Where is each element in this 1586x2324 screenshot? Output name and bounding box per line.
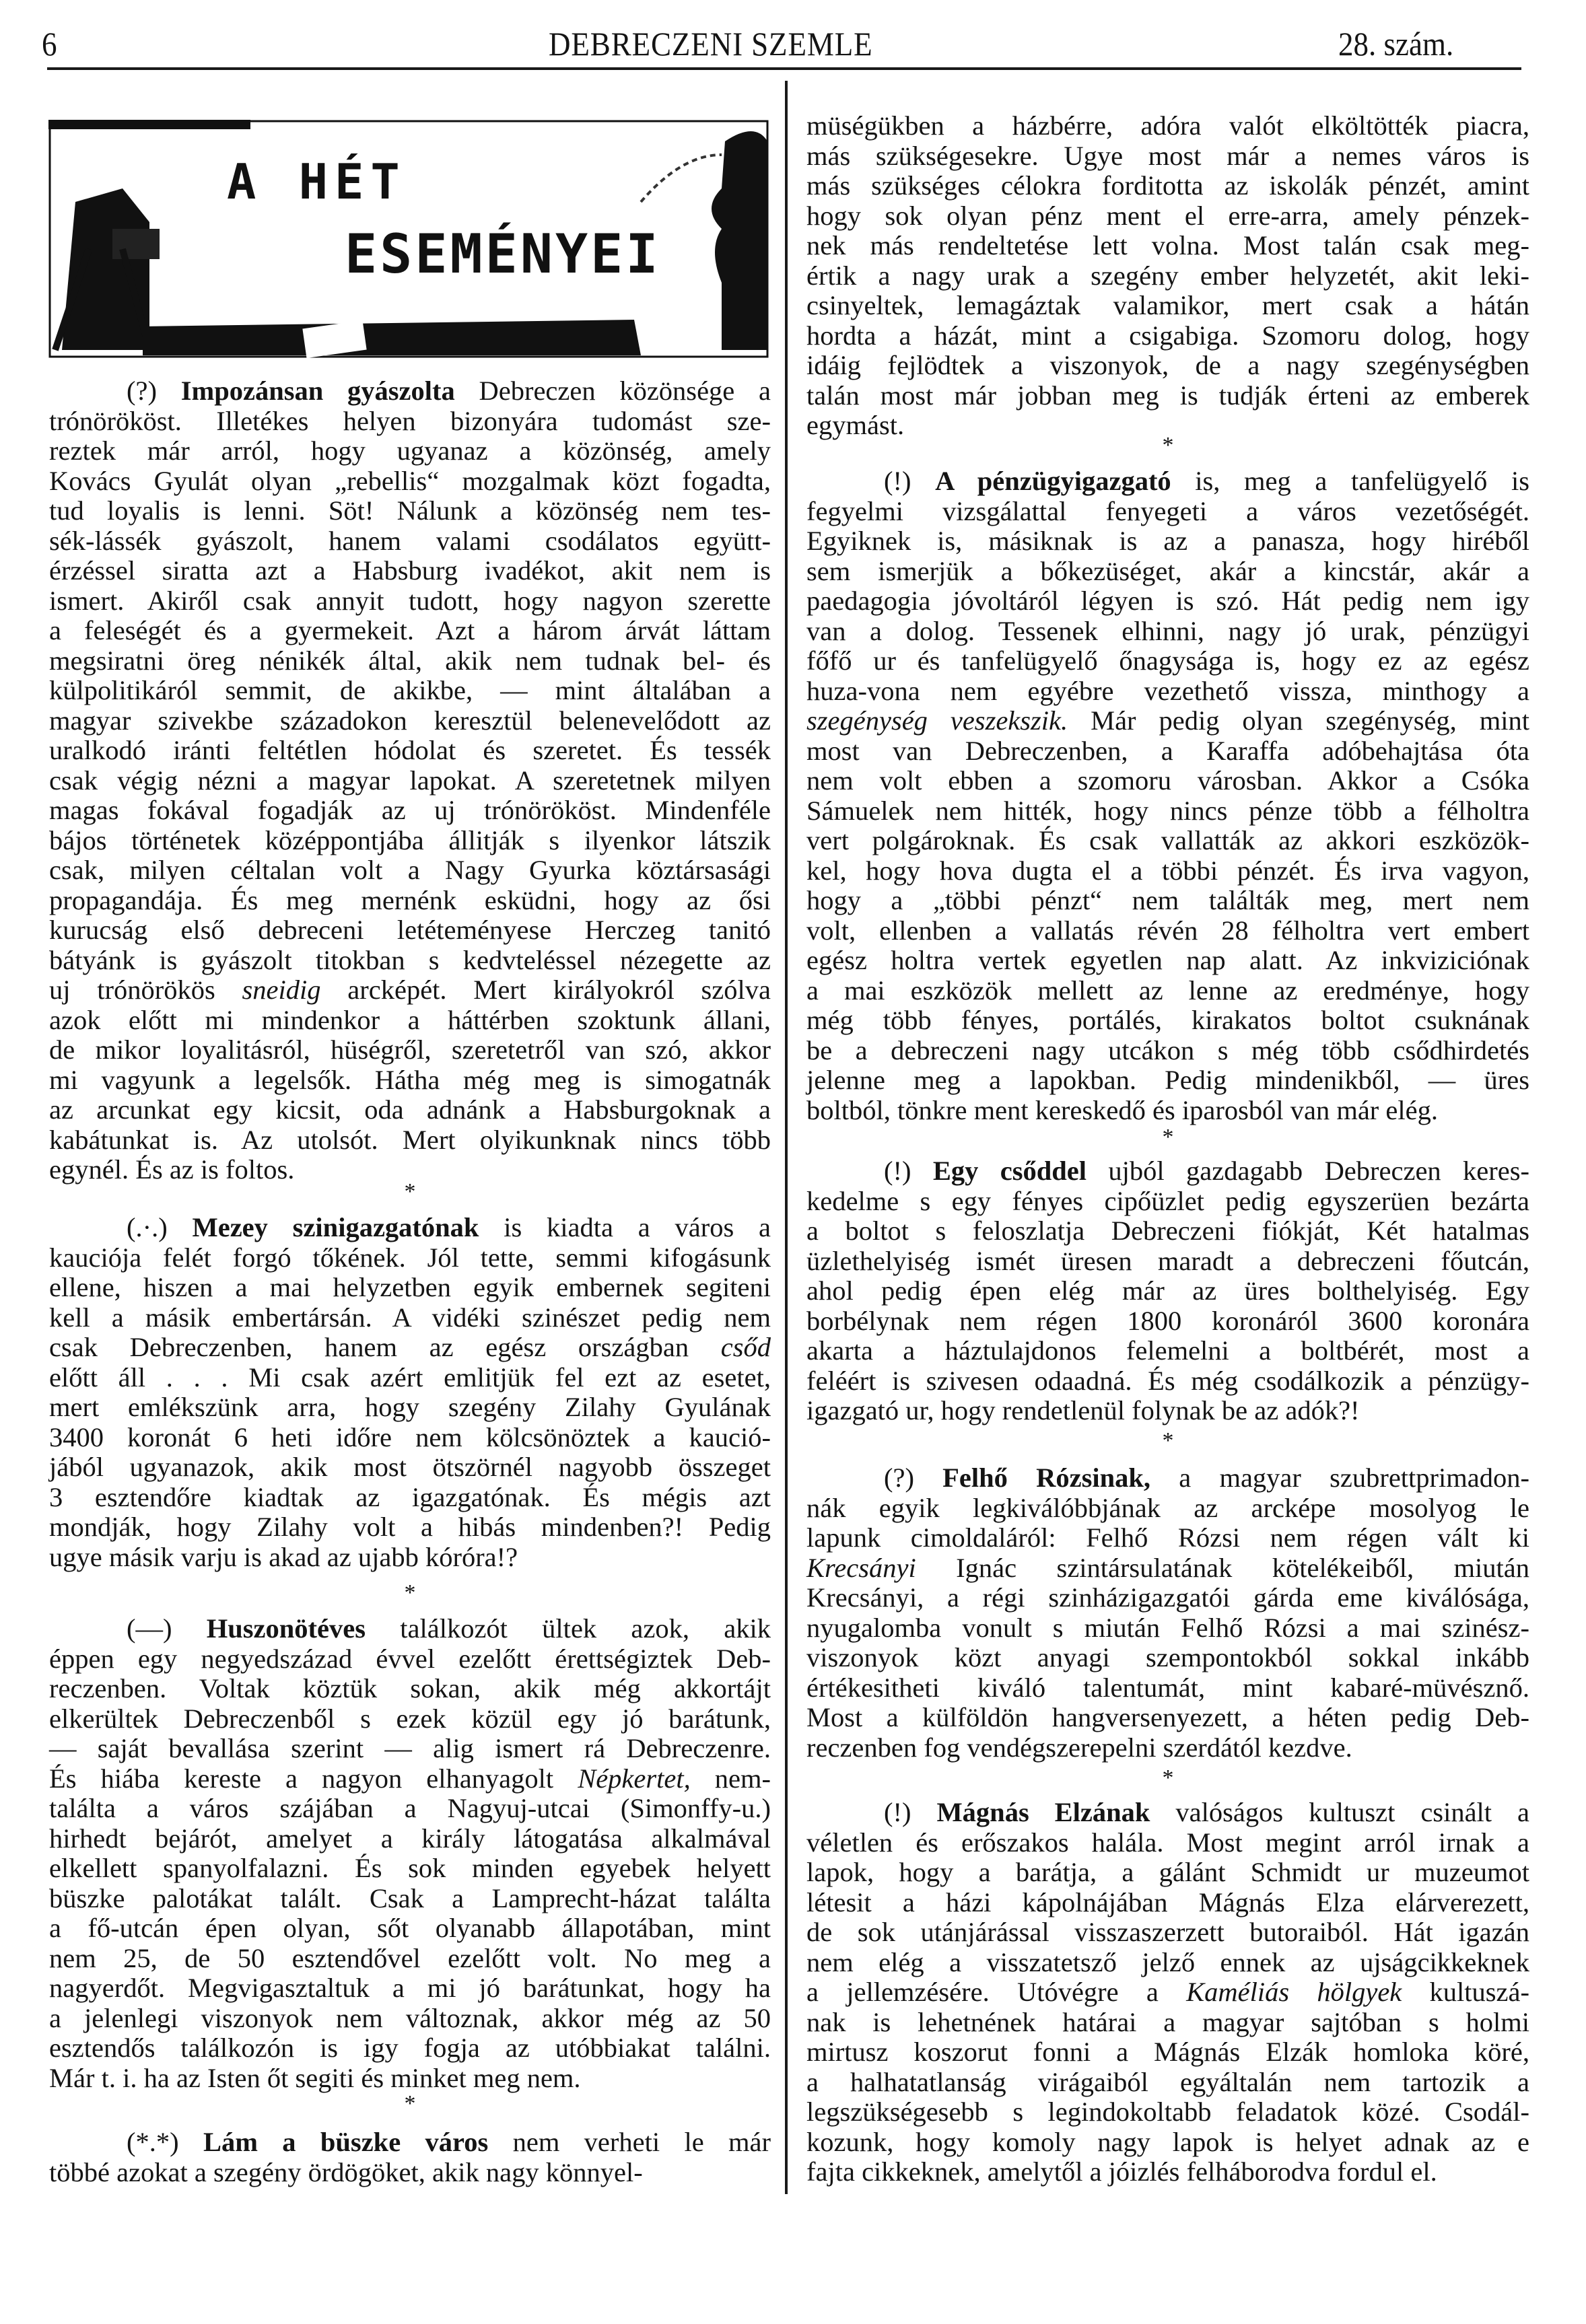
text-segment: arcképét. Mert királyokról szólva <box>320 975 771 1005</box>
text-line: fegyelmi vizsgálattal fenyegeti a város vezetőségét. <box>806 495 1529 526</box>
text-line: egynél. És az is foltos. <box>49 1154 295 1185</box>
text-line <box>49 1333 771 1363</box>
text-line: bájos történetek középpontjába állitják s ilyenkor látszik <box>49 824 771 855</box>
text-line: müségükben a házbérre, adóra valót elköltötték piacra, <box>806 110 1529 141</box>
camera-icon <box>55 188 160 350</box>
text-line: van a dolog. Tessenek elhinni, nagy jó urak, pénzügyi <box>806 615 1529 646</box>
article-paragraph <box>806 1463 1529 1763</box>
article-headline: Lám a büszke város <box>203 2127 489 2157</box>
newspaper-title: DEBRECZENI SZEMLE <box>549 25 873 63</box>
text-line: be a debreczeni nagy utcákon s még több csődhirdetés <box>806 1034 1529 1065</box>
article-paragraph <box>49 376 771 1185</box>
text-line: más szükségesekre. Ugye most már a nemes város is <box>806 140 1529 171</box>
text-line: ugye másik varju is akad az ujabb kóróra!? <box>49 1541 518 1572</box>
text-line: nem 25, de 50 esztendővel ezelőtt volt. No meg a <box>49 1942 771 1973</box>
text-line: kedelme s egy fényes cipőüzlet pedig egyszerüen bezárta <box>806 1185 1529 1216</box>
text-line: — saját bevallása szerint — alig ismert rá Debreczenre. <box>49 1733 771 1763</box>
illustration-title-line1: A HÉT <box>227 153 407 210</box>
text-segment: uj trónörökös <box>49 975 242 1005</box>
article-headline: Impozánsan gyászolta <box>180 376 455 406</box>
text-line: nyugalomba vonult s miután Felhő Rózsi a mai szinész- <box>806 1612 1529 1643</box>
article-paragraph <box>49 1213 771 1572</box>
text-segment: Már pedig olyan szegénység, mint <box>1068 705 1529 736</box>
article-headline: A pénzügyigazgató <box>935 466 1171 496</box>
text-segment: Ignác szintársulatának kötelékeiből, miután <box>916 1552 1529 1583</box>
article-headline: Mezey szinigazgatónak <box>192 1212 479 1242</box>
text-line: egész holtra vertek egyetlen nap alatt. Az inkviziciónak <box>806 945 1529 975</box>
emphasis-text: csőd <box>720 1332 771 1362</box>
text-line: Krecsányi, a régi szinházigazgatói gárda eme kiválósága, <box>806 1582 1529 1613</box>
text-line: Most a külföldön hangversenyezett, a héten pedig Deb- <box>806 1702 1529 1732</box>
text-line <box>806 466 1529 497</box>
text-line: borbélynak nem régen 1800 koronáról 3600 koronára <box>806 1305 1529 1336</box>
text-segment: nem- <box>690 1763 771 1794</box>
text-line: uralkodó iránti feltétlen hódolat és szeretet. És tessék <box>49 735 771 765</box>
text-line: akarta a háztulajdonos felemelni a boltbérét, most a <box>806 1335 1529 1366</box>
text-segment: valóságos kultuszt csinált a <box>1150 1797 1529 1827</box>
text-line: a feleségét és a gyermekeit. Azt a három árvát láttam <box>49 615 771 645</box>
text-line: viszonyok közt anyagi szempontokból sokkal inkább <box>806 1642 1529 1672</box>
text-line <box>806 1798 1529 1828</box>
text-line: más szükséges célokra forditotta az iskolák pénzét, amint <box>806 170 1529 201</box>
emphasis-text: szegénység veszekszik. <box>806 705 1068 736</box>
text-line: mi vagyunk a legelsők. Hátha még meg is simogatnák <box>49 1064 771 1095</box>
article-paragraph <box>806 466 1529 1125</box>
text-line <box>49 1213 771 1243</box>
text-segment: ujból gazdagabb Debreczen keres- <box>1087 1156 1529 1186</box>
text-segment: (!) <box>884 1156 933 1186</box>
text-line: sem ismerjük a bőkezüséget, akár a kincstár, akár a <box>806 555 1529 586</box>
text-line: üzlethelyiség ismét üresen maradt a debreczeni főutcán, <box>806 1245 1529 1276</box>
text-line: 3 esztendőre kiadtak az igazgatónak. És mégis azt <box>49 1481 771 1512</box>
text-line <box>49 1614 771 1644</box>
text-line: még több fényes, portálés, kirakatos boltot csuknának <box>806 1005 1529 1035</box>
text-line: nem volt ebben a szomoru városban. Akkor a Csóka <box>806 765 1529 796</box>
text-segment: csak Debreczenben, hanem az egész országban <box>49 1332 721 1362</box>
text-line: legszükségesebb s legindokoltabb feladatok közé. Csodál- <box>806 2097 1529 2127</box>
asterisk-separator: * <box>404 2091 416 2116</box>
text-line: nak is lehetnének határai a magyar sajtóban s holmi <box>806 2006 1529 2037</box>
section-illustration <box>48 114 769 358</box>
emphasis-text: Népkertet, <box>578 1763 691 1794</box>
text-line: azok előtt mi mindenkor a háttérben szoktunk állani, <box>49 1004 771 1035</box>
text-line: reztek már arról, hogy ugyanaz a közönség, amely <box>49 435 771 466</box>
article-paragraph <box>806 1798 1529 2187</box>
text-line: éppen egy negyedszázad évvel ezelőtt érettségiztek Deb- <box>49 1643 771 1674</box>
text-line: igazgató ur, hogy rendetlenül folynak be az adók?! <box>806 1395 1360 1425</box>
text-line: a boltot s feloszlatja Debreczeni fiókját, Két hatalmas <box>806 1216 1529 1246</box>
text-segment: (*.*) <box>127 2127 203 2157</box>
text-line: volt, ellenben a vallatás révén 28 félholtra vert embert <box>806 915 1529 946</box>
text-line: kozunk, hogy komoly nagy lapok is helyet adnak az e <box>806 2126 1529 2157</box>
text-line: propagandája. És meg mernénk esküdni, hogy az ősi <box>49 884 771 915</box>
text-line: nem elég a visszatetsző jelző ennek az ujságcikkeknek <box>806 1946 1529 1977</box>
text-line: értékesitheti kiváló talentumát, mint kabaré-müvésznő. <box>806 1672 1529 1703</box>
text-line <box>806 706 1529 736</box>
text-line: trónörököst. Illetékes helyen bizonyára tudomást sze- <box>49 405 771 436</box>
text-line: érzéssel siratta azt a Habsburg ivadékot, akit nem is <box>49 555 771 586</box>
text-segment: (.·.) <box>127 1212 193 1242</box>
text-line: előtt áll . . . Mi csak azért emlitjük fel ezt az esetet, <box>49 1362 771 1393</box>
text-line: főfő ur és tanfelügyelő őnagysága is, hogy ez az egész <box>806 645 1529 676</box>
text-line: fajta cikkeknek, amelytől a jóizlés felháborodva fordul el. <box>806 2156 1437 2187</box>
text-line: mondják, hogy Zilahy volt a hibás mindenben?! Pedig <box>49 1512 771 1542</box>
article-paragraph <box>49 2127 771 2187</box>
text-line: magyar szivekbe századokon keresztül belenevelődott az <box>49 705 771 736</box>
text-line: elkerültek Debreczenből s ezek közül egy jó barátunk, <box>49 1703 771 1734</box>
text-line: talán most már jobban meg is tudják érteni az emberek <box>806 380 1529 411</box>
text-line: csak, milyen céltalan volt a Nagy Gyurka köztársasági <box>49 855 771 885</box>
text-line: kauciója felét forgó tőkének. Jól tette, semmi kifogásunk <box>49 1242 771 1273</box>
emphasis-text: Kaméliás hölgyek <box>1186 1977 1402 2007</box>
text-line: a fő-utcán épen olyan, sőt olyanabb állapotában, mint <box>49 1913 771 1943</box>
text-line: elkellett spanyolfalazni. És sok minden egyebek helyett <box>49 1853 771 1883</box>
text-line: paedagogia jóvoltáról légyen is szó. Hát pedig nem igy <box>806 586 1529 616</box>
text-line: idáig fejlödtek a viszonyok, de a nagy szegénységben <box>806 350 1529 380</box>
illustration-year: 1912 <box>680 334 714 350</box>
text-line: 3400 koronát 6 heti időre nem kölcsönöztek a kaució- <box>49 1421 771 1452</box>
header-rule <box>47 67 1521 70</box>
text-line: reczenben. Voltak köztük sokan, akik még akkortájt <box>49 1673 771 1703</box>
text-line: hogy sok olyan pénz ment el erre-arra, amely pénzek- <box>806 200 1529 231</box>
text-line: mert emlékszünk arra, hogy szegény Zilahy Gyulának <box>49 1392 771 1422</box>
text-segment: a jellemzésére. Utóvégre a <box>806 1977 1187 2007</box>
text-line: hogy a „többi pénzt“ nem találták meg, mert nem <box>806 885 1529 915</box>
text-line: most van Debreczenben, a Karaffa adóbehajtása óta <box>806 735 1529 766</box>
text-line: de sok utánjárással visszaszerzett butoraiból. Hát igazán <box>806 1917 1529 1947</box>
text-line: büszke palotákat talált. Csak a Lamprecht-házat találta <box>49 1882 771 1913</box>
text-line: jelenne meg a lapokban. Pedig mindenikből, — üres <box>806 1065 1529 1095</box>
article-paragraph <box>806 1156 1529 1426</box>
illustration-title-line2: ESEMÉNYEI <box>345 223 661 285</box>
text-line: ismert. Akiről csak annyit tudott, hogy nagyon szerette <box>49 585 771 616</box>
text-line: vert polgároknak. És csak vallatták az akkori eszközök- <box>806 825 1529 855</box>
text-line <box>806 1977 1529 2008</box>
text-line: esztendős találkozón is igy fogja az utóbbiakat találni. <box>49 2033 771 2063</box>
text-line: külpolitikáról semmit, de akikbe, — mint általában a <box>49 675 771 705</box>
text-line: kabátunkat is. Az utolsót. Mert olyikunknak nincs több <box>49 1124 771 1155</box>
text-line: csak végig nézni a magyar lapokat. A szeretetnek milyen <box>49 765 771 796</box>
text-segment: kultuszá- <box>1402 1977 1529 2007</box>
emphasis-text: sneidig <box>242 975 321 1005</box>
text-line: értik a nagy urak a szegény ember helyzetét, akit leki- <box>806 260 1529 291</box>
text-segment: (!) <box>884 1797 937 1827</box>
text-line: többé azokat a szegény ördögöket, akik nagy könnyel- <box>49 2156 643 2187</box>
text-line: Egyiknek is, másiknak is az a panasza, hogy hiréből <box>806 526 1529 556</box>
text-segment: (!) <box>884 466 936 496</box>
column-divider <box>785 81 788 2194</box>
text-line <box>49 376 771 407</box>
text-line: kel, hogy hova dugta el a többi pénzét. És irva vagyon, <box>806 855 1529 886</box>
text-line: ahol pedig épen elég már az üres bolthelyiség. Egy <box>806 1275 1529 1306</box>
text-line: lapunk cimoldaláról: Felhő Rózsi nem régen vált ki <box>806 1522 1529 1553</box>
article-headline: Mágnás Elzának <box>936 1797 1150 1827</box>
text-segment: is, meg a tanfelügyelő is <box>1171 466 1529 496</box>
text-line: csinyeltek, lemagáztak valamikor, mert csak a hátán <box>806 290 1529 320</box>
article-headline: Egy csőddel <box>932 1156 1087 1186</box>
text-segment: (?) <box>884 1463 943 1493</box>
text-line: kell a másik embertársán. A vidéki szinészet pedig nem <box>49 1302 771 1333</box>
text-line: huza-vona nem egyébre vezethető vissza, minthogy a <box>806 675 1529 706</box>
text-line <box>49 1764 771 1794</box>
text-line: megsiratni öreg nénikék által, akik nem tudnak bel- és <box>49 645 771 676</box>
article-headline: Huszonötéves <box>206 1613 366 1644</box>
text-line <box>806 1156 1529 1187</box>
text-line <box>49 975 771 1006</box>
text-line: hirhedt bejárót, amelyet a király látogatása alkalmával <box>49 1823 771 1854</box>
text-line: a mai eszközök mellett az lenne az eredménye, hogy <box>806 975 1529 1006</box>
article-headline: Felhő Rózsinak, <box>942 1463 1151 1493</box>
text-line: Sámuelek nem hitték, hogy nincs pénze több a félholtra <box>806 795 1529 826</box>
text-segment: Debreczen közönsége a <box>454 376 771 406</box>
text-line: magas fokával fogadják az uj trónörököst. Mindenféle <box>49 795 771 825</box>
text-line <box>806 1553 1529 1584</box>
text-line: feléért is szivesen odaadná. És még csodálkozik a pénzügy- <box>806 1365 1529 1396</box>
text-line: lapok, hogy a barátja, a gálánt Schmidt ur muzeumot <box>806 1857 1529 1887</box>
text-segment: (—) <box>127 1613 207 1644</box>
text-line: a halhatatlanság virágaiból egyáltalán nem tartozik a <box>806 2066 1529 2097</box>
text-line: az arcunkat egy kicsit, oda adnánk a Habsburgoknak a <box>49 1094 771 1125</box>
text-line: bátyánk is gyászolt titokban s kedvteléssel nézegette az <box>49 944 771 975</box>
text-line: kurucság első debreceni letéteményese Herczeg tanitó <box>49 915 771 945</box>
text-line: a jelenlegi viszonyok nem változnak, akkor még az 50 <box>49 2002 771 2033</box>
text-line: tud loyalis is lenni. Söt! Nálunk a közönség nem tes- <box>49 495 771 526</box>
asterisk-separator: * <box>404 1179 416 1204</box>
text-segment: a magyar szubrettprimadon- <box>1150 1463 1530 1493</box>
text-line: nák egyik legkiválóbbjának az arcképe mosolyog le <box>806 1492 1529 1523</box>
text-line: egymást. <box>806 410 905 440</box>
text-line: hordta a házát, mint a csigabiga. Szomoru dolog, hogy <box>806 320 1529 351</box>
text-line: Kovács Gyulát olyan „rebellis“ mozgalmak közt fogadta, <box>49 465 771 496</box>
text-segment: nem verheti le már <box>488 2127 771 2157</box>
text-line <box>806 1463 1529 1493</box>
illustration-signature: TÓTH <box>678 318 716 334</box>
text-line: nek más rendeltetése lett volna. Most talán csak meg- <box>806 230 1529 260</box>
text-line: jából ugyanazok, akik most ötszörnél nagyobb összeget <box>49 1452 771 1482</box>
text-line: találta a város szájában a Nagyuj-utcai (Simonffy-u.) <box>49 1793 771 1823</box>
text-line: de mikor loyalitásról, hüségről, szeretetről van szó, akkor <box>49 1034 771 1065</box>
asterisk-separator: * <box>404 1580 416 1605</box>
text-line: boltból, tönkre ment kereskedő és iparosból van már elég. <box>806 1094 1438 1125</box>
text-line: Már t. i. ha az Isten őt segiti és minket meg nem. <box>49 2062 581 2093</box>
text-line: reczenben fog vendégszerepelni szerdától kezdve. <box>806 1732 1352 1763</box>
text-segment: És hiába kereste a nagyon elhanyagolt <box>49 1763 578 1794</box>
text-segment: találkozót ültek azok, akik <box>365 1613 771 1644</box>
text-line: létesit a házi kápolnájában Mágnás Elza elárverezett, <box>806 1887 1529 1917</box>
asterisk-separator: * <box>1162 1765 1174 1790</box>
text-line <box>49 2127 771 2158</box>
asterisk-separator: * <box>1162 1125 1174 1150</box>
text-line: sék-lássék gyászolt, hanem valami csodálatos együtt- <box>49 525 771 556</box>
asterisk-separator: * <box>1162 1428 1174 1453</box>
article-paragraph <box>806 111 1529 441</box>
text-line: nagyerdőt. Megvigasztaltuk a mi jó barátunkat, hogy ha <box>49 1973 771 2003</box>
emphasis-text: Krecsányi <box>806 1552 916 1583</box>
asterisk-separator: * <box>1162 433 1174 458</box>
text-line: mirtusz koszorut fonni a Mágnás Elzák homloka köré, <box>806 2037 1529 2067</box>
article-paragraph <box>49 1614 771 2093</box>
text-line: véletlen és erőszakos halála. Most megint arról irnak a <box>806 1827 1529 1858</box>
text-segment: (?) <box>127 376 181 406</box>
text-line: ellene, hiszen a mai helyzetben egyik embernek segiteni <box>49 1272 771 1302</box>
page-number: 6 <box>42 25 57 63</box>
issue-number: 28. szám. <box>1338 25 1454 63</box>
text-segment: is kiadta a város a <box>479 1212 771 1242</box>
